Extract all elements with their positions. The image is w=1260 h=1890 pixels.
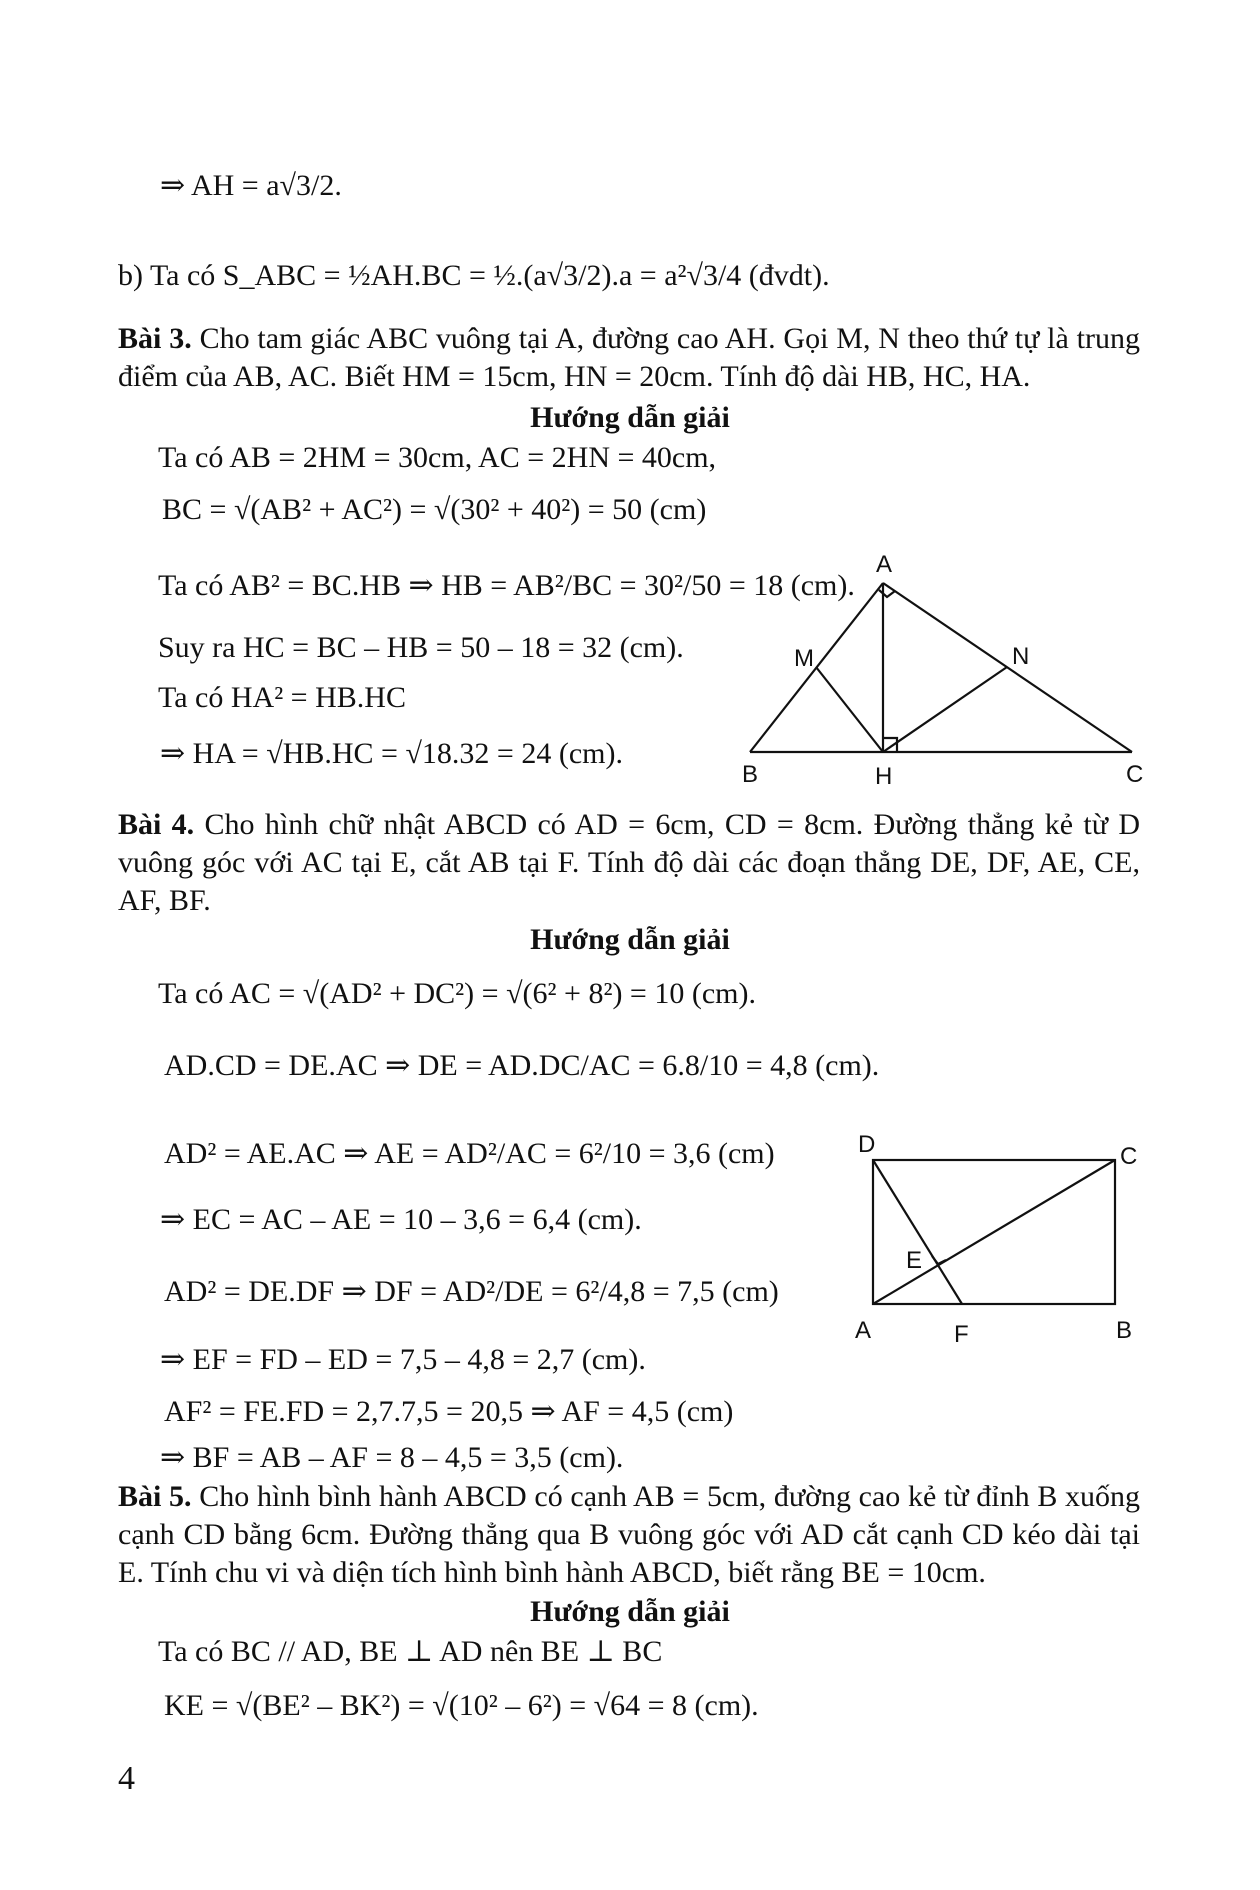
vertex-label-e: E bbox=[906, 1247, 923, 1274]
vertex-label-m: M bbox=[794, 645, 814, 672]
ah-formula: ⇒ AH = a√3/2. bbox=[160, 169, 342, 202]
vertex-label-d: D bbox=[858, 1131, 876, 1158]
bai3-line: Ta có HA² = HB.HC bbox=[158, 681, 406, 714]
bai3-label: Bài 3. bbox=[118, 322, 192, 355]
bai4-line: ⇒ EC = AC – AE = 10 – 3,6 = 6,4 (cm). bbox=[160, 1203, 642, 1236]
bai3-line: ⇒ HA = √HB.HC = √18.32 = 24 (cm). bbox=[160, 737, 623, 770]
bai4-line: AD² = AE.AC ⇒ AE = AD²/AC = 6²/10 = 3,6 (cm) bbox=[164, 1137, 775, 1170]
rectangle-abcd-figure bbox=[840, 1120, 1160, 1360]
bai4-line: ⇒ BF = AB – AF = 8 – 4,5 = 3,5 (cm). bbox=[160, 1441, 624, 1474]
bai4-line: Ta có AC = √(AD² + DC²) = √(6² + 8²) = 10 (cm). bbox=[158, 977, 756, 1010]
vertex-label-a: A bbox=[876, 551, 893, 578]
bai3-line: Suy ra HC = BC – HB = 50 – 18 = 32 (cm). bbox=[158, 631, 684, 664]
bai5-problem-text: Cho hình bình hành ABCD có cạnh AB = 5cm, đường cao kẻ từ đỉnh B xuống cạnh CD bằng 6cm. Đường thẳng qua B vuông góc với AD cắt cạnh CD kéo dài tại E. Tính chu vi và diện tích hình bình hành ABCD, biết rằng BE = 10cm. bbox=[118, 1480, 1141, 1589]
vertex-label-h: H bbox=[875, 763, 893, 790]
bai4-line: ⇒ EF = FD – ED = 7,5 – 4,8 = 2,7 (cm). bbox=[160, 1343, 646, 1376]
vertex-label-n: N bbox=[1012, 643, 1030, 670]
bai5-problem bbox=[118, 1478, 1140, 1592]
area-formula: b) Ta có S_ABC = ½AH.BC = ½.(a√3/2).a = a²√3/4 (đvdt). bbox=[118, 259, 830, 292]
bai5-line: Ta có BC // AD, BE ⊥ AD nên BE ⊥ BC bbox=[158, 1635, 663, 1668]
bai5-heading: Hướng dẫn giải bbox=[530, 1595, 730, 1628]
vertex-label-a: A bbox=[855, 1317, 872, 1344]
vertex-label-b: B bbox=[742, 761, 759, 788]
bai5-label: Bài 5. bbox=[118, 1480, 192, 1513]
triangle-abc-figure bbox=[700, 540, 1160, 800]
bai3-line: Ta có AB = 2HM = 30cm, AC = 2HN = 40cm, bbox=[158, 441, 717, 474]
bai4-heading: Hướng dẫn giải bbox=[530, 923, 730, 956]
vertex-label-b: B bbox=[1116, 1317, 1133, 1344]
page-number: 4 bbox=[118, 1760, 135, 1797]
bai4-label: Bài 4. bbox=[118, 808, 195, 841]
vertex-label-c: C bbox=[1120, 1143, 1138, 1170]
bai3-line: Ta có AB² = BC.HB ⇒ HB = AB²/BC = 30²/50 = 18 (cm). bbox=[158, 569, 855, 602]
bai4-line: AD.CD = DE.AC ⇒ DE = AD.DC/AC = 6.8/10 = 4,8 (cm). bbox=[164, 1049, 880, 1082]
bai3-line: BC = √(AB² + AC²) = √(30² + 40²) = 50 (cm) bbox=[162, 493, 707, 526]
vertex-label-f: F bbox=[954, 1321, 969, 1348]
bai5-line: KE = √(BE² – BK²) = √(10² – 6²) = √64 = 8 (cm). bbox=[164, 1689, 759, 1722]
bai4-problem bbox=[118, 806, 1140, 920]
bai4-line: AD² = DE.DF ⇒ DF = AD²/DE = 6²/4,8 = 7,5 (cm) bbox=[164, 1275, 779, 1308]
bai4-problem-text: Cho hình chữ nhật ABCD có AD = 6cm, CD = 8cm. Đường thẳng kẻ từ D vuông góc với AC tại E, cắt AB tại F. Tính độ dài các đoạn thẳng DE, DF, AE, CE, AF, BF. bbox=[118, 808, 1140, 917]
bai4-line: AF² = FE.FD = 2,7.7,5 = 20,5 ⇒ AF = 4,5 (cm) bbox=[164, 1395, 734, 1428]
bai3-problem bbox=[118, 320, 1140, 396]
bai3-heading: Hướng dẫn giải bbox=[530, 401, 730, 434]
vertex-label-c: C bbox=[1126, 761, 1144, 788]
bai3-problem-text: Cho tam giác ABC vuông tại A, đường cao AH. Gọi M, N theo thứ tự là trung điểm của AB, AC. Biết HM = 15cm, HN = 20cm. Tính độ dài HB, HC, HA. bbox=[118, 322, 1141, 393]
